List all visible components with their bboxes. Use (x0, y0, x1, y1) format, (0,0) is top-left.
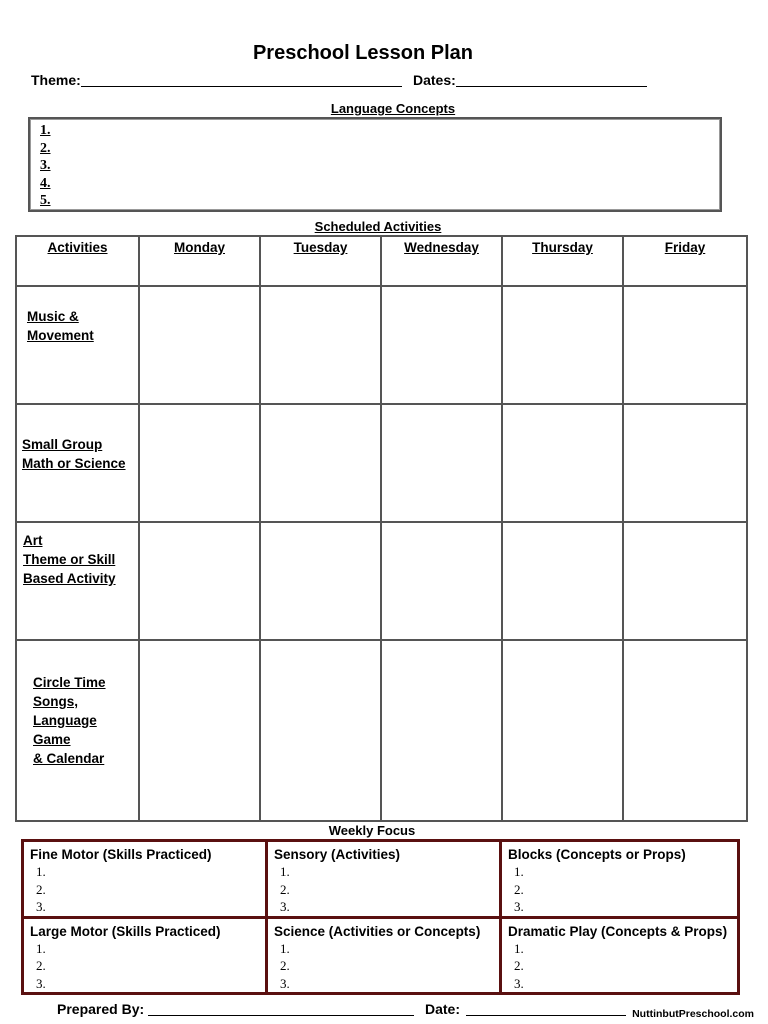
schedule-row-art (16, 522, 747, 640)
column-header-monday: Monday (139, 236, 260, 286)
weekly-focus-cell[interactable] (23, 917, 267, 994)
weekly-focus-cell[interactable] (501, 841, 739, 918)
row-label-text (33, 673, 138, 768)
weekly-focus-heading: Science (Activities or Concepts) (274, 923, 481, 939)
column-header-thursday: Thursday (502, 236, 623, 286)
weekly-focus-item: 1. (36, 864, 46, 879)
schedule-cell[interactable] (623, 286, 747, 404)
weekly-focus-item: 1. (514, 864, 524, 879)
weekly-focus-item: 2. (514, 958, 524, 973)
weekly-focus-item: 3. (280, 899, 290, 914)
column-header-wednesday: Wednesday (381, 236, 502, 286)
row-label-text (27, 307, 138, 345)
weekly-focus-item: 2. (280, 958, 290, 973)
dates-line[interactable] (456, 86, 647, 87)
row-label-text (23, 531, 138, 588)
weekly-focus-item: 1. (280, 864, 290, 879)
row-label-line: Songs, (33, 694, 79, 709)
row-label-line: Theme or Skill (23, 552, 116, 567)
weekly-focus-item: 3. (36, 975, 46, 991)
row-label-line: Music & (27, 309, 79, 324)
schedule-cell[interactable] (139, 286, 260, 404)
schedule-cell[interactable] (260, 640, 381, 821)
schedule-cell[interactable] (623, 404, 747, 522)
date-line[interactable] (466, 1015, 626, 1016)
column-header-activities: Activities (16, 236, 139, 286)
schedule-cell[interactable] (381, 640, 502, 821)
site-credit: NuttinbutPreschool.com (632, 1008, 754, 1020)
date-label: Date: (425, 1001, 461, 1017)
weekly-focus-cell[interactable] (267, 841, 501, 918)
schedule-cell[interactable] (381, 522, 502, 640)
prepared-by-label: Prepared By: (57, 1001, 145, 1017)
weekly-focus-label: Weekly Focus (328, 823, 416, 838)
row-label-line: Small Group (22, 437, 103, 452)
weekly-focus-item: 2. (280, 881, 290, 897)
row-label-art (16, 522, 139, 640)
schedule-cell[interactable] (139, 404, 260, 522)
schedule-table (15, 235, 748, 822)
schedule-row-circle-time (16, 640, 747, 821)
theme-label: Theme: (31, 72, 81, 88)
weekly-focus-heading: Dramatic Play (Concepts & Props) (508, 923, 728, 939)
weekly-focus-item: 2. (514, 881, 524, 897)
weekly-focus-item: 3. (514, 975, 524, 991)
schedule-cell[interactable] (623, 640, 747, 821)
row-label-circle-time (16, 640, 139, 821)
weekly-focus-heading: Fine Motor (Skills Practiced) (30, 847, 212, 862)
schedule-cell[interactable] (502, 404, 623, 522)
weekly-focus-cell[interactable] (501, 917, 739, 994)
language-concept-item: 5. (40, 193, 51, 208)
weekly-focus-row (23, 841, 739, 918)
language-concept-item: 4. (40, 175, 51, 191)
schedule-cell[interactable] (381, 286, 502, 404)
row-label-music (16, 286, 139, 404)
weekly-focus-item: 1. (36, 940, 46, 956)
row-label-line: Language (33, 713, 97, 728)
theme-line[interactable] (81, 86, 402, 87)
scheduled-activities-label: Scheduled Activities (314, 219, 442, 234)
weekly-focus-item: 3. (514, 899, 524, 914)
language-concept-item: 3. (40, 158, 51, 173)
page-title: Preschool Lesson Plan (252, 42, 474, 64)
schedule-cell[interactable] (502, 522, 623, 640)
schedule-cell[interactable] (623, 522, 747, 640)
row-label-small-group (16, 404, 139, 522)
row-label-text (22, 435, 138, 473)
weekly-focus-item: 2. (36, 881, 46, 897)
schedule-row-music (16, 286, 747, 404)
row-label-line: & Calendar (33, 751, 105, 766)
schedule-cell[interactable] (381, 404, 502, 522)
row-label-line: Circle Time (33, 675, 106, 690)
weekly-focus-item: 2. (36, 958, 46, 973)
schedule-header-row (16, 236, 747, 286)
weekly-focus-item: 1. (514, 940, 524, 956)
column-header-tuesday: Tuesday (260, 236, 381, 286)
row-label-line: Math or Science (22, 456, 126, 471)
language-concepts-label: Language Concepts (330, 101, 456, 116)
schedule-cell[interactable] (260, 404, 381, 522)
weekly-focus-heading: Sensory (Activities) (274, 847, 401, 862)
weekly-focus-item: 3. (280, 975, 290, 991)
weekly-focus-cell[interactable] (267, 917, 501, 994)
weekly-focus-item: 3. (36, 899, 46, 914)
language-concepts-list (30, 119, 720, 210)
row-label-line: Game (33, 732, 71, 747)
dates-label: Dates: (413, 72, 456, 88)
language-concepts-box[interactable] (28, 117, 722, 212)
weekly-focus-item: 1. (280, 940, 290, 956)
schedule-cell[interactable] (139, 522, 260, 640)
schedule-cell[interactable] (260, 522, 381, 640)
row-label-line: Art (23, 533, 43, 548)
language-concept-item: 1. (40, 123, 51, 138)
row-label-line: Based Activity (23, 571, 116, 586)
weekly-focus-cell[interactable] (23, 841, 267, 918)
weekly-focus-heading: Large Motor (Skills Practiced) (30, 923, 221, 939)
schedule-row-small-group (16, 404, 747, 522)
schedule-cell[interactable] (502, 640, 623, 821)
schedule-cell[interactable] (502, 286, 623, 404)
weekly-focus-table (21, 839, 740, 995)
language-concept-item: 2. (40, 140, 51, 156)
schedule-cell[interactable] (260, 286, 381, 404)
prepared-by-line[interactable] (148, 1015, 414, 1016)
row-label-line: Movement (27, 328, 94, 343)
weekly-focus-heading: Blocks (Concepts or Props) (508, 847, 686, 862)
schedule-cell[interactable] (139, 640, 260, 821)
column-header-friday: Friday (623, 236, 747, 286)
weekly-focus-row (23, 917, 739, 994)
